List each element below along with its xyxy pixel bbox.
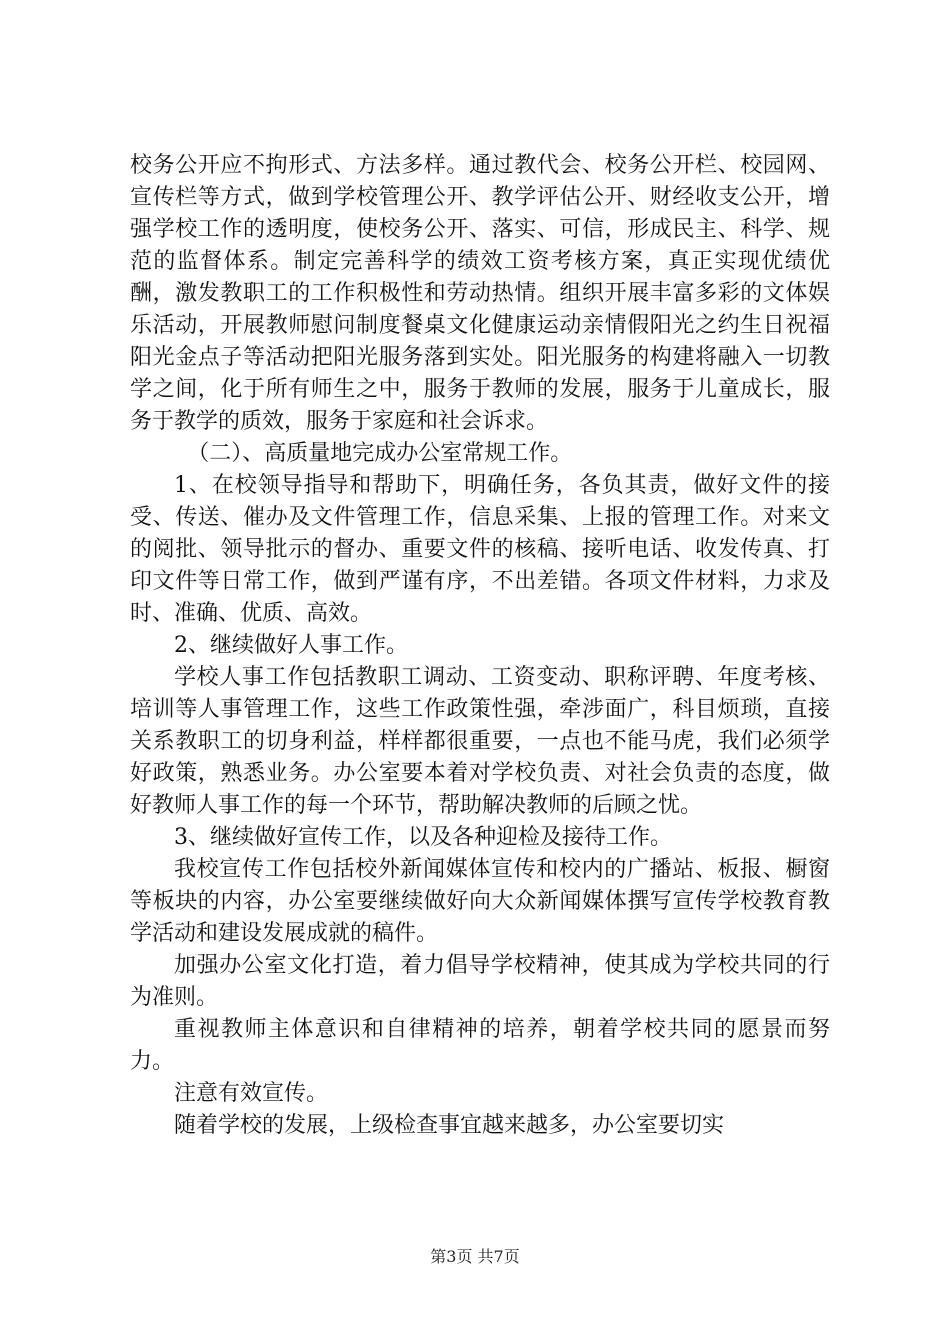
section-heading-office-routine: （二）、高质量地完成办公室常规工作。: [187, 441, 573, 466]
page-number-footer: 第3页 共7页: [430, 1247, 520, 1266]
paragraph-inspections: 随着学校的发展，上级检查事宜越来越多，办公室要切实: [174, 1113, 725, 1138]
paragraph-item-1: 1、在校领导指导和帮助下，明确任务，各负其责，做好文件的接受、传送、催办及文件管理工作，信息采集、上报的管理工作。对来文的阅批、领导批示的督办、重要文件的核稿、接听电话、收发传真、打印文件等日常工作，做到严谨有序，不出差错。各项文件材料，力求及时、准确、优质、高效。: [130, 473, 830, 626]
paragraph-office-culture: 加强办公室文化打造，着力倡导学校精神，使其成为学校共同的行为准则。: [130, 953, 830, 1010]
paragraph-publicity: 我校宣传工作包括校外新闻媒体宣传和校内的广播站、板报、橱窗等板块的内容，办公室要继续做好向大众新闻媒体撰写宣传学校教育教学活动和建设发展成就的稿件。: [130, 857, 830, 946]
paragraph-item-2-title: 2、继续做好人事工作。: [174, 633, 408, 658]
paragraph-transparency: 校务公开应不拘形式、方法多样。通过教代会、校务公开栏、校园网、宣传栏等方式，做到学校管理公开、教学评估公开、财经收支公开，增强学校工作的透明度，使校务公开、落实、可信，形成民主、科学、规范的监督体系。制定完善科学的绩效工资考核方案，真正实现优绩优酬，激发教职工的工作积极性和劳动热情。组织开展丰富多彩的文体娱乐活动，开展教师慰问制度餐桌文化健康运动亲情假阳光之约生日祝福阳光金点子等活动把阳光服务落到实处。阳光服务的构建将融入一切教学之间，化于所有师生之中，服务于教师的发展，服务于儿童成长，服务于教学的质效，服务于家庭和社会诉求。: [130, 153, 830, 434]
paragraph-item-3-title: 3、继续做好宣传工作，以及各种迎检及接待工作。: [174, 825, 672, 850]
paragraph-effective-publicity: 注意有效宣传。: [174, 1081, 329, 1106]
paragraph-personnel: 学校人事工作包括教职工调动、工资变动、职称评聘、年度考核、培训等人事管理工作，这些工作政策性强，牵涉面广，科目烦琐，直接关系教职工的切身利益，样样都很重要，一点也不能马虎，我们必须学好政策，熟悉业务。办公室要本着对学校负责、对社会负责的态度，做好教师人事工作的每一个环节，帮助解决教师的后顾之忧。: [130, 665, 830, 818]
paragraph-teacher-awareness: 重视教师主体意识和自律精神的培养，朝着学校共同的愿景而努力。: [130, 1017, 830, 1074]
document-body: [130, 150, 830, 1142]
